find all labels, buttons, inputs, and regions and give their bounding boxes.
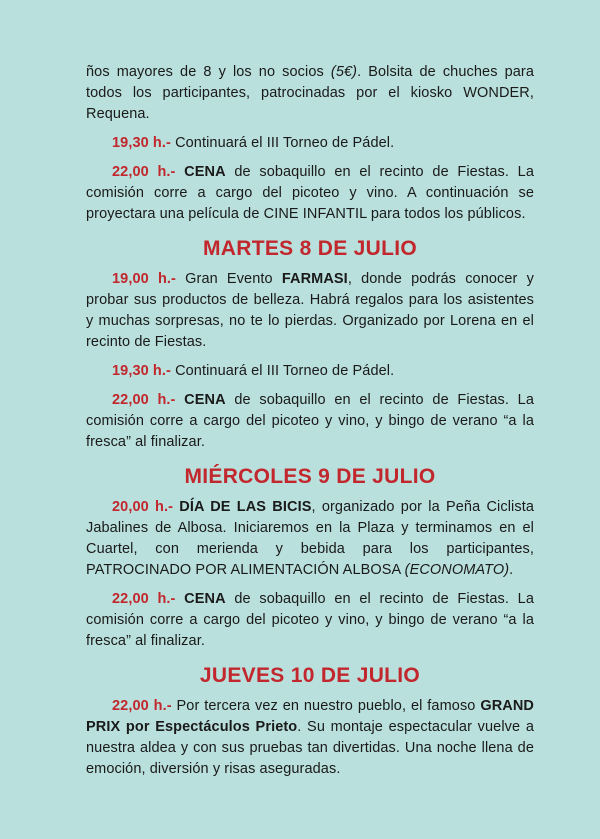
event-cena-tuesday [86, 390, 534, 453]
intro-text-rest: . Bolsita de chuches para todos los participantes, patrocinadas por el kiosko WONDER, Requena. [86, 64, 534, 122]
day-heading-martes: MARTES 8 DE JULIO [203, 237, 417, 260]
event-time: 22,00 h.- [112, 392, 176, 408]
event-title: GRAND PRIX por Espectáculos Prieto [86, 698, 534, 735]
event-text: , donde podrás conocer y probar sus productos de belleza. Habrá regalos para los asistentes y muchas sorpresas, no te lo pierdas. Organizado por Lorena en el recinto de Fiestas. [86, 271, 534, 350]
event-text: de sobaquillo en el recinto de Fiestas. La comisión corre a cargo del picoteo y vino, y bingo de verano “a la fresca” al finalizar. [86, 392, 534, 450]
event-time: 22,00 h.- [112, 164, 176, 180]
event-time: 19,00 h.- [112, 271, 176, 287]
event-sponsor: (ECONOMATO) [404, 562, 510, 578]
event-time: 20,00 h.- [112, 499, 174, 515]
event-text: Por tercera vez en nuestro pueblo, el famoso [171, 698, 481, 714]
event-time: 22,00 h.- [112, 591, 176, 607]
event-title: CENA [175, 164, 226, 180]
event-title: CENA [175, 591, 226, 607]
event-padel-monday [86, 133, 534, 154]
event-padel-tuesday [86, 361, 534, 382]
event-title: CENA [175, 392, 226, 408]
event-grand-prix [86, 696, 534, 780]
event-text-end: . [509, 562, 514, 578]
event-title: DÍA DE LAS BICIS [173, 499, 312, 515]
intro-paragraph [86, 62, 534, 125]
event-time: 19,30 h.- [112, 363, 171, 379]
event-text: de sobaquillo en el recinto de Fiestas. La comisión corre a cargo del picoteo y vino, y bingo de verano “a la fresca” al finalizar. [86, 591, 534, 649]
event-bicis [86, 497, 534, 581]
event-title: FARMASI [281, 271, 348, 287]
event-text: de sobaquillo en el recinto de Fiestas. La comisión corre a cargo del picoteo y vino. A continuación se proyectara una película de CINE INFANTIL para todos los públicos. [86, 164, 534, 222]
event-farmasi [86, 269, 534, 353]
day-heading-miercoles: MIÉRCOLES 9 DE JULIO [184, 465, 436, 488]
event-time: 19,30 h.- [112, 135, 171, 151]
event-text: . Su montaje espectacular vuelve a nuestra aldea y con sus pruebas tan divertidas. Una noche llena de emoción, diversión y risas aseguradas. [86, 719, 534, 777]
day-heading-jueves: JUEVES 10 DE JULIO [199, 664, 421, 687]
event-text: Continuará el III Torneo de Pádel. [170, 363, 395, 379]
event-cena-wednesday [86, 589, 534, 652]
event-text: , organizado por la Peña Ciclista Jabalines de Albosa. Iniciaremos en la Plaza y terminamos en el Cuartel, con merienda y bebida para los participantes, PATROCINADO POR ALIMENTACIÓN ALBOSA [86, 499, 534, 578]
intro-price: (5€) [330, 64, 358, 80]
event-time: 22,00 h.- [112, 698, 172, 714]
event-cena-monday [86, 162, 534, 225]
event-text: Continuará el III Torneo de Pádel. [170, 135, 395, 151]
intro-text: ños mayores de 8 y los no socios [86, 64, 331, 80]
event-text: Gran Evento [175, 271, 282, 287]
